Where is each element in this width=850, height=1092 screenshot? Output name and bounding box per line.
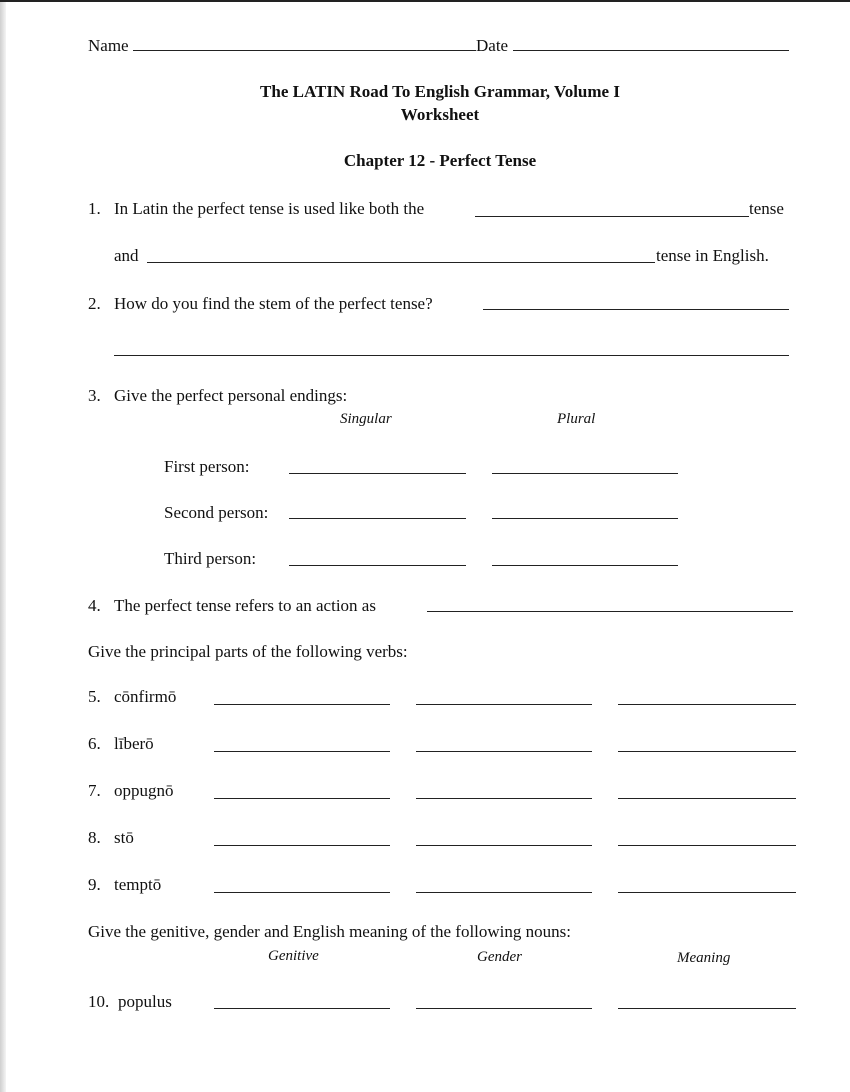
q3-text: Give the perfect personal endings: (114, 386, 348, 405)
principal-part-blank-4[interactable] (618, 704, 796, 705)
principal-part-blank-3[interactable] (416, 798, 592, 799)
verb-number: 8. (88, 828, 101, 847)
principal-part-blank-2[interactable] (214, 845, 390, 846)
q1-suffix-1: tense (749, 199, 784, 218)
first-plural-blank[interactable] (492, 473, 678, 474)
chapter-title: Chapter 12 - Perfect Tense (343, 151, 537, 170)
principal-part-blank-3[interactable] (416, 892, 592, 893)
row-label-second-person: Second person: (164, 503, 269, 522)
date-label: Date (476, 36, 509, 55)
principal-part-blank-3[interactable] (416, 704, 592, 705)
row-label-third-person: Third person: (164, 549, 257, 568)
row-label-first-person: First person: (164, 457, 250, 476)
third-plural-blank[interactable] (492, 565, 678, 566)
col-header-gender: Gender (477, 949, 522, 965)
gender-blank[interactable] (416, 1008, 592, 1009)
q1-blank-1[interactable] (475, 216, 749, 217)
verb-number: 5. (88, 687, 101, 706)
q2-text: How do you find the stem of the perfect tense? (114, 294, 433, 313)
q2-number: 2. (88, 294, 101, 313)
principal-part-blank-2[interactable] (214, 892, 390, 893)
verb-number: 6. (88, 734, 101, 753)
verb-number: 9. (88, 875, 101, 894)
nouns-instruction: Give the genitive, gender and English meaning of the following nouns: (88, 922, 571, 941)
second-plural-blank[interactable] (492, 518, 678, 519)
second-singular-blank[interactable] (289, 518, 466, 519)
principal-part-blank-3[interactable] (416, 845, 592, 846)
q3-number: 3. (88, 386, 101, 405)
principal-part-blank-4[interactable] (618, 845, 796, 846)
q1-and: and (114, 246, 139, 265)
col-header-plural: Plural (557, 411, 596, 427)
q4-number: 4. (88, 596, 101, 615)
meaning-blank[interactable] (618, 1008, 796, 1009)
col-header-genitive: Genitive (268, 948, 319, 964)
col-header-meaning: Meaning (677, 950, 731, 966)
principal-part-blank-4[interactable] (618, 892, 796, 893)
name-field[interactable] (133, 50, 476, 51)
q1-blank-2[interactable] (147, 262, 655, 263)
q1-text: In Latin the perfect tense is used like both the (114, 199, 425, 218)
principal-part-blank-2[interactable] (214, 751, 390, 752)
name-label: Name (88, 36, 129, 55)
verb-number: 7. (88, 781, 101, 800)
verb-word: stō (114, 828, 134, 847)
noun-word: populus (118, 992, 172, 1011)
q2-blank-1[interactable] (483, 309, 789, 310)
noun-number: 10. (88, 992, 110, 1011)
q4-text: The perfect tense refers to an action as (114, 596, 376, 615)
verb-word: oppugnō (114, 781, 174, 800)
third-singular-blank[interactable] (289, 565, 466, 566)
genitive-blank[interactable] (214, 1008, 390, 1009)
q1-suffix-2: tense in English. (656, 246, 769, 265)
worksheet-title: The LATIN Road To English Grammar, Volume I (260, 82, 620, 101)
principal-part-blank-2[interactable] (214, 798, 390, 799)
verb-word: temptō (114, 875, 162, 894)
q2-blank-2[interactable] (114, 355, 789, 356)
worksheet-subtitle: Worksheet (400, 105, 480, 124)
first-singular-blank[interactable] (289, 473, 466, 474)
verb-word: cōnfirmō (114, 687, 177, 706)
q1-number: 1. (88, 199, 101, 218)
verb-word: līberō (114, 734, 154, 753)
principal-part-blank-4[interactable] (618, 798, 796, 799)
date-field[interactable] (513, 50, 789, 51)
col-header-singular: Singular (340, 411, 392, 427)
verbs-instruction: Give the principal parts of the following verbs: (88, 642, 408, 661)
q4-blank[interactable] (427, 611, 793, 612)
scan-top-edge (0, 0, 850, 2)
principal-part-blank-2[interactable] (214, 704, 390, 705)
principal-part-blank-4[interactable] (618, 751, 796, 752)
principal-part-blank-3[interactable] (416, 751, 592, 752)
